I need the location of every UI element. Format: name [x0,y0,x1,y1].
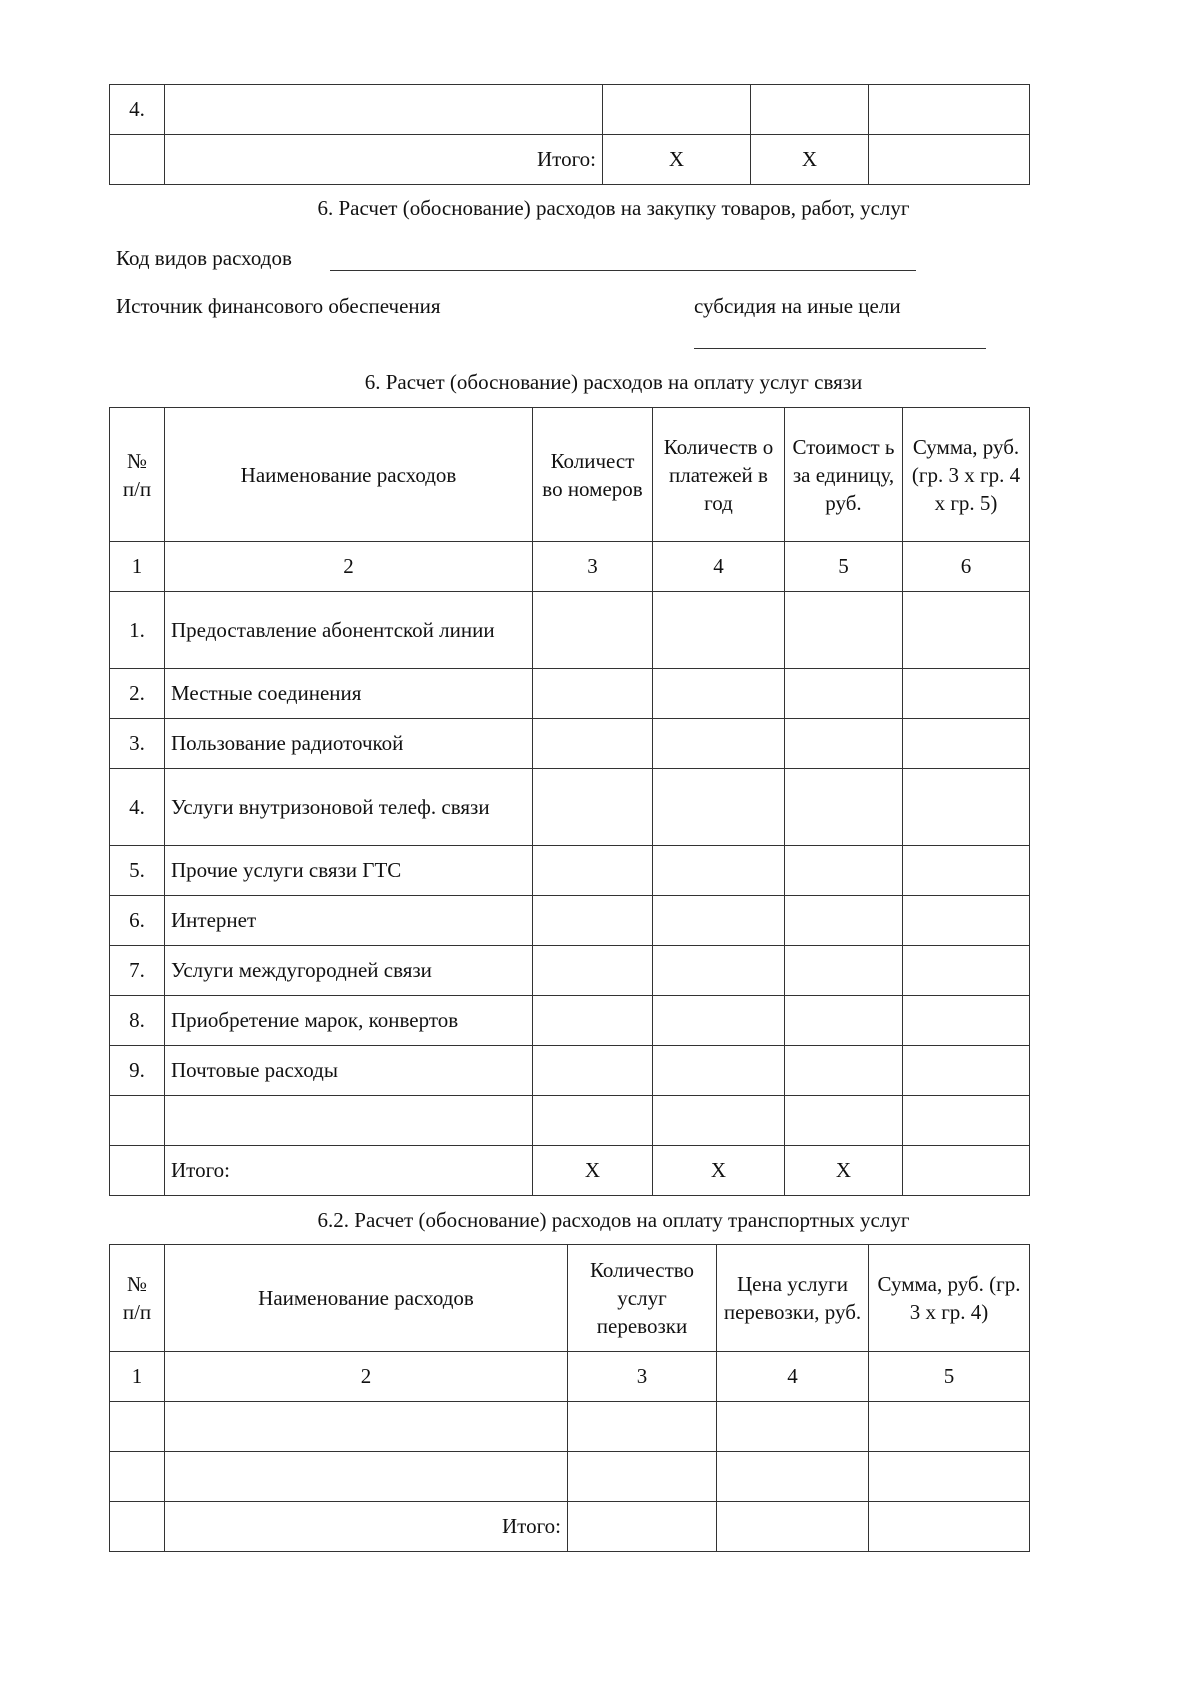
row-number: 9. [110,1046,165,1096]
table-row [110,1402,1030,1452]
row-number: 6. [110,896,165,946]
row-number: 1. [110,592,165,669]
header-cell: Наименование расходов [165,408,533,542]
cell[interactable] [903,996,1030,1046]
cell[interactable] [568,1452,717,1502]
row-name: Предоставление абонентской линии [165,592,533,669]
column-number-row [110,1352,1030,1402]
total-row [110,1146,1030,1196]
header-cell: Количест во номеров [533,408,653,542]
row-number: 4. [110,85,165,135]
row-name: Почтовые расходы [165,1046,533,1096]
table-row [110,85,1030,135]
column-number: 5 [869,1352,1030,1402]
row-number [110,1096,165,1146]
total-row [110,1502,1030,1552]
row-name: Услуги междугородней связи [165,946,533,996]
source-value: субсидия на иные цели [694,294,901,318]
header-row [110,408,1030,542]
column-number: 1 [110,542,165,592]
cell[interactable] [653,896,785,946]
column-number: 3 [568,1352,717,1402]
table-row [110,719,1030,769]
cell[interactable] [653,769,785,846]
row-name: Приобретение марок, конвертов [165,996,533,1046]
row-number: 7. [110,946,165,996]
cell [110,1502,165,1552]
header-cell: № п/п [110,408,165,542]
cell[interactable] [533,846,653,896]
table-row [110,769,1030,846]
header-row [110,1245,1030,1352]
cell[interactable] [165,1402,568,1452]
table-row [110,996,1030,1046]
cell[interactable] [653,669,785,719]
cell[interactable] [533,996,653,1046]
row-name: Пользование радиоточкой [165,719,533,769]
cell[interactable] [533,1046,653,1096]
cell[interactable] [903,719,1030,769]
column-number: 3 [533,542,653,592]
cell [110,135,165,185]
total-label: Итого: [165,1146,533,1196]
column-number: 6 [903,542,1030,592]
header-cell: Наименование расходов [165,1245,568,1352]
cell[interactable] [717,1452,869,1502]
expense-code-field[interactable] [330,270,916,271]
cell [869,85,1030,135]
cell: X [603,135,751,185]
table-row [110,896,1030,946]
cell[interactable] [903,846,1030,896]
cell[interactable] [785,1096,903,1146]
table-row [110,946,1030,996]
table-row [110,669,1030,719]
cell[interactable] [903,669,1030,719]
row-number: 4. [110,769,165,846]
cell[interactable] [785,846,903,896]
column-number: 5 [785,542,903,592]
column-number: 4 [653,542,785,592]
cell[interactable] [653,846,785,896]
cell[interactable] [785,996,903,1046]
cell[interactable] [903,946,1030,996]
cell[interactable] [717,1402,869,1452]
row-number: 8. [110,996,165,1046]
row-name: Услуги внутризоновой телеф. связи [165,769,533,846]
expense-code-label: Код видов расходов [116,246,292,270]
cell[interactable] [653,592,785,669]
cell[interactable] [110,1452,165,1502]
table-row [110,592,1030,669]
cell[interactable] [785,1046,903,1096]
header-cell: Количество услуг перевозки [568,1245,717,1352]
source-underline [694,348,986,349]
cell[interactable] [903,1096,1030,1146]
transport-table [109,1244,1030,1552]
cell[interactable] [869,1502,1030,1552]
table-row [110,1452,1030,1502]
row-number: 3. [110,719,165,769]
cell[interactable] [903,769,1030,846]
row-number: 2. [110,669,165,719]
cell [869,135,1030,185]
cell[interactable] [533,946,653,996]
header-cell: Сумма, руб. (гр. 3 х гр. 4 х гр. 5) [903,408,1030,542]
cell[interactable] [653,1046,785,1096]
column-number: 2 [165,542,533,592]
cell [751,85,869,135]
cell[interactable] [653,946,785,996]
cell[interactable] [717,1502,869,1552]
cell[interactable] [903,1146,1030,1196]
table-row [110,846,1030,896]
cell[interactable] [533,719,653,769]
header-cell: № п/п [110,1245,165,1352]
cell [603,85,751,135]
section-title: 6. Расчет (обоснование) расходов на закупку товаров, работ, услуг [317,196,910,220]
transport-table-title: 6.2. Расчет (обоснование) расходов на оплату транспортных услуг [317,1208,910,1232]
cell[interactable] [533,896,653,946]
table-row [110,1096,1030,1146]
cell[interactable] [653,719,785,769]
row-name [165,1096,533,1146]
header-cell: Сумма, руб. (гр. 3 х гр. 4) [869,1245,1030,1352]
cell[interactable] [785,669,903,719]
cell: X [533,1146,653,1196]
table-row [110,1046,1030,1096]
column-number: 4 [717,1352,869,1402]
cell[interactable] [533,769,653,846]
row-number: 5. [110,846,165,896]
row-name: Местные соединения [165,669,533,719]
header-cell: Стоимост ь за единицу, руб. [785,408,903,542]
source-label: Источник финансового обеспечения [116,294,441,318]
row-name: Прочие услуги связи ГТС [165,846,533,896]
cell[interactable] [903,896,1030,946]
cell[interactable] [785,896,903,946]
cell: X [785,1146,903,1196]
cell[interactable] [533,1096,653,1146]
cell[interactable] [533,669,653,719]
cell[interactable] [869,1402,1030,1452]
header-cell: Цена услуги перевозки, руб. [717,1245,869,1352]
total-row [110,135,1030,185]
comm-table-title: 6. Расчет (обоснование) расходов на оплату услуг связи [364,370,863,394]
cell[interactable] [903,592,1030,669]
cell[interactable] [785,769,903,846]
row-name [165,85,603,135]
cell: X [751,135,869,185]
cell[interactable] [903,1046,1030,1096]
row-name: Интернет [165,896,533,946]
top-table [109,84,1030,185]
cell[interactable] [785,592,903,669]
cell [110,1146,165,1196]
comm-table [109,407,1030,1196]
cell[interactable] [568,1502,717,1552]
cell[interactable] [165,1452,568,1502]
cell[interactable] [785,719,903,769]
total-label: Итого: [165,135,603,185]
column-number-row [110,542,1030,592]
cell: X [653,1146,785,1196]
total-label: Итого: [165,1502,568,1552]
cell[interactable] [533,592,653,669]
cell[interactable] [110,1402,165,1452]
header-cell: Количеств о платежей в год [653,408,785,542]
cell[interactable] [568,1402,717,1452]
cell[interactable] [653,1096,785,1146]
column-number: 1 [110,1352,165,1402]
column-number: 2 [165,1352,568,1402]
cell[interactable] [785,946,903,996]
cell[interactable] [653,996,785,1046]
cell[interactable] [869,1452,1030,1502]
